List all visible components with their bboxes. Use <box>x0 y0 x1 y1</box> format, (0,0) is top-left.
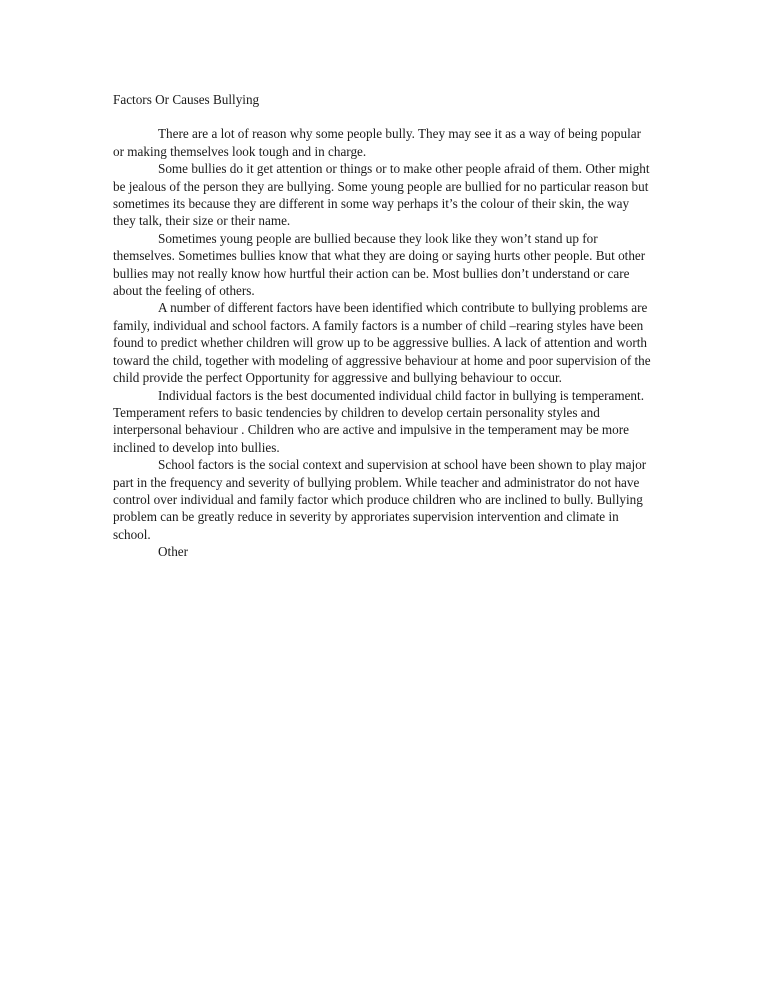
paragraph-reasons: There are a lot of reason why some people bully. They may see it as a way of being popular or making themselves look tough and in charge. <box>113 126 642 159</box>
paragraph-school-factors: School factors is the social context and supervision at school have been shown to play major part in the frequency and severity of bullying problem. While teacher and administrator do not have control over individual and family factor which produce children who are inclined to bully. Bullying problem can be greatly reduce in severity by approriates supervision intervention and climate in school. <box>113 457 647 542</box>
paragraph-stand-up: Sometimes young people are bullied because they look like they won’t stand up for themselves. Sometimes bullies know that what they are doing or saying hurts other people. But other bullies may not really know how hurtful their action can be. Most bullies don’t understand or care about the feeling of others. <box>113 230 646 299</box>
document-title: Factors Or Causes Bullying <box>113 92 260 107</box>
paragraph-individual-factors: Individual factors is the best documented individual child factor in bullying is temperament. Temperament refers to basic tendencies by children to develop certain personality styles and interpersonal behaviour . Children who are active and impulsive in the temperament may be more inclined to develop into bullies. <box>113 387 644 455</box>
document-body <box>113 91 653 561</box>
paragraph-other: Other <box>158 544 189 560</box>
paragraph-factors: A number of different factors have been identified which contribute to bullying problems are family, individual and school factors. A family factors is a number of child –rearing styles have been found to predict whether children will grow up to be aggressive bullies. A lack of attention and worth toward the child, together with modeling of aggressive behaviour at home and poor supervision of the child provide the perfect Opportunity for aggressive and bullying behaviour to occur. <box>113 300 651 386</box>
paragraph-attention: Some bullies do it get attention or things or to make other people afraid of them. Other might be jealous of the person they are bullying. Some young people are bullied for no particular reason but sometimes its because they are different in some way perhaps it’s the colour of their skin, the way they talk, their size or their name. <box>113 161 650 229</box>
